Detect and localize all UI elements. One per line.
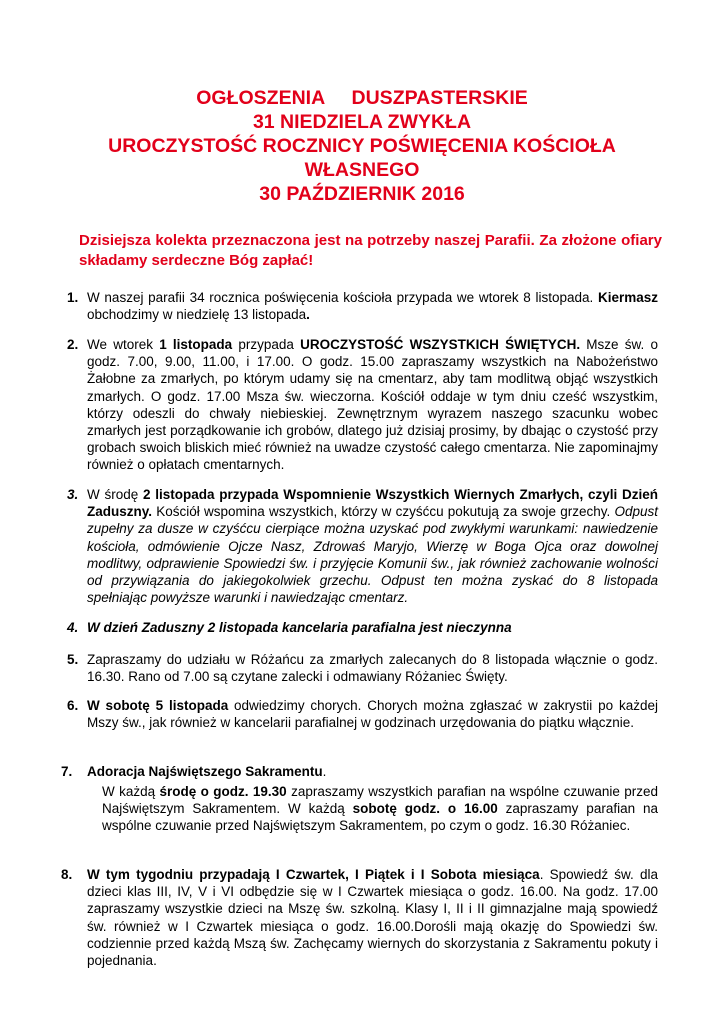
announcement-item-7: 7. Adoracja Najświętszego Sakramentu. <box>61 764 327 779</box>
title-line-5: 30 PAŹDZIERNIK 2016 <box>259 183 465 205</box>
item-number: 7. <box>61 764 73 779</box>
title-line-1: OGŁOSZENIA DUSZPASTERSKIE <box>196 87 528 109</box>
announcement-item-8: 8. W tym tygodniu przypadają I Czwartek, I Piątek i I Sobota miesiąca. Spowiedź św. dla dzieci klas III, IV, V i VI odbędzie się w I Czwartek miesiąca o godz. 16.00. Na godz. 17.00 zapraszamy wszystkie dzieci na Mszę św. szkolną. Klasy I, II i II gimnazjalne mają spowiedź św. również w I Czwartek miesiąca o godz. 16.00.Dorośli mają okazję do Spowiedzi św. codziennie przed każdą Mszą św. Zachęcamy wiernych do skorzystania z Sakramentu pokuty i pojednania. <box>61 867 658 969</box>
item-number: 8. <box>61 867 73 882</box>
item-number: 1. <box>67 290 79 305</box>
announcement-item-4: 4. W dzień Zaduszny 2 listopada kancelaria parafialna jest nieczynna <box>67 620 512 635</box>
item-number: 3. <box>67 487 79 502</box>
announcement-item-7-body: W każdą środę o godz. 19.30 zapraszamy wszystkich parafian na wspólne czuwanie przed Najświętszym Sakramentem. W każdą sobotę godz. o 16.00 zapraszamy parafian na wspólne czuwanie przed Najświętszym Sakramentem, po czym o godz. 16.30 Różaniec. <box>102 784 658 834</box>
item-number: 6. <box>67 698 79 713</box>
item-number: 2. <box>67 337 79 352</box>
announcement-item-2: 2. We wtorek 1 listopada przypada UROCZYSTOŚĆ WSZYSTKICH ŚWIĘTYCH. Msze św. o godz. 7.00, 9.00, 11.00, i 17.00. O godz. 15.00 zapraszamy wszystkich na Nabożeństwo Żałobne za zmarłych, po którym udamy się na cmentarz, aby tam modlitwą objąć wszystkich zmarłych. O godz. 17.00 Msza św. wieczorna. Kościół oddaje w tym dniu cześć wszystkim, którzy odeszli do chwały niebieskiej. Zewnętrznym wyrazem naszego szacunku wobec zmarłych jest porządkowanie ich grobów, dlatego już dzisiaj prosimy, by dbając o czystość przy grobach swoich bliskich mieć również na uwadze czystość całego cmentarza. Nie zapominajmy również o opłatach cmentarnych. <box>67 337 658 473</box>
title-line-4: WŁASNEGO <box>304 159 420 181</box>
announcement-item-5: 5. Zapraszamy do udziału w Różańcu za zmarłych zalecanych do 8 listopada włącznie o godz. 16.30. Rano od 7.00 są czytane zalecki i odmawiany Różaniec Święty. <box>67 652 658 685</box>
announcement-item-1: 1. W naszej parafii 34 rocznica poświęcenia kościoła przypada we wtorek 8 listopada. Kiermasz obchodzimy w niedzielę 13 listopada. <box>67 290 658 323</box>
title-line-2: 31 NIEDZIELA ZWYKŁA <box>252 111 472 133</box>
announcement-title <box>0 86 724 206</box>
item-number: 4. <box>67 620 79 635</box>
announcement-item-3: 3. W środę 2 listopada przypada Wspomnienie Wszystkich Wiernych Zmarłych, czyli Dzień Zaduszny. Kościół wspomina wszystkich, którzy w czyśćcu pokutują za swoje grzechy. Odpust zupełny za dusze w czyśćcu cierpiące można uzyskać pod zwykłymi warunkami: nawiedzenie kościoła, odmówienie Ojcze Nasz, Zdrowaś Maryjo, Wierzę w Boga Ojca oraz dowolnej modlitwy, odprawienie Spowiedzi św. i przyjęcie Komunii św., jak również zachowanie wolności od przywiązania do jakiegokolwiek grzechu. Odpust ten można zyskać do 8 listopada spełniając powyższe warunki i nawiedzając cmentarz. <box>67 487 659 606</box>
item-number: 5. <box>67 652 79 667</box>
title-line-3: UROCZYSTOŚĆ ROCZNICY POŚWIĘCENIA KOŚCIOŁA <box>108 135 616 157</box>
announcement-item-6: 6. W sobotę 5 listopada odwiedzimy chorych. Chorych można zgłaszać w zakrystii po każdej Mszy św., jak również w kancelarii parafialnej w godzinach urzędowania do piątku włącznie. <box>67 698 658 731</box>
collection-notice: Dzisiejsza kolekta przeznaczona jest na potrzeby naszej Parafii. Za złożone ofiary składamy serdeczne Bóg zapłać! <box>79 232 662 269</box>
